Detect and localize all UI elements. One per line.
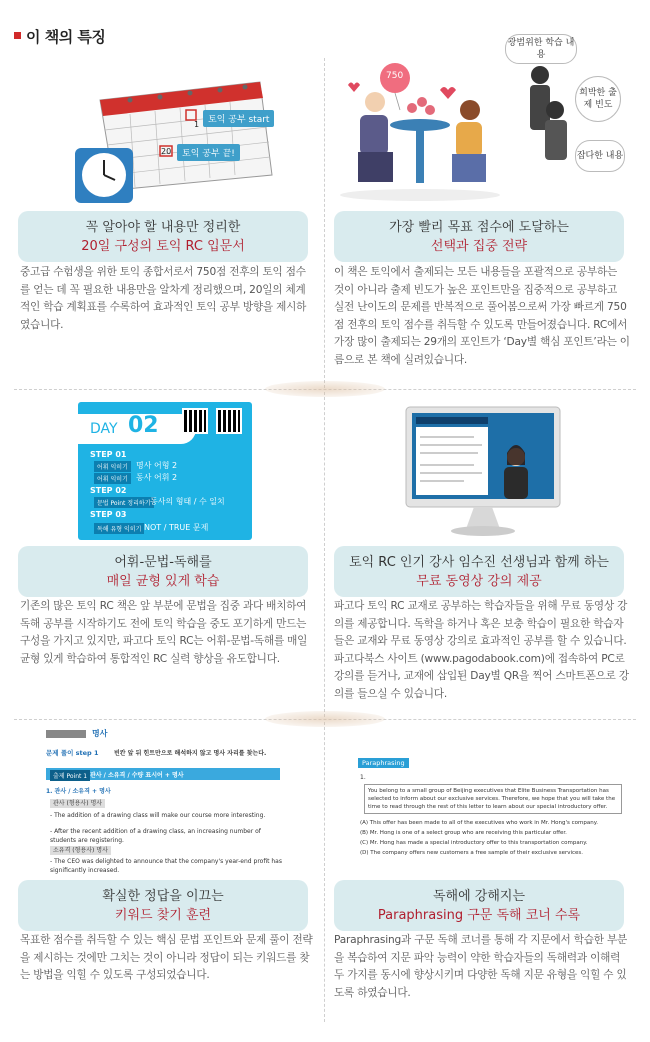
- feature-5-subtitle: 키워드 찾기 훈련: [114, 908, 212, 923]
- point-text: 관사 / 소유격 / 수량 표시어 + 명사: [90, 772, 184, 779]
- step-02-tag: 문법 Point 정리하기: [94, 497, 154, 508]
- calendar-mark-20: 20: [161, 147, 172, 156]
- feature-2-subtitle: 선택과 집중 전략: [430, 239, 528, 254]
- step-01-tag-b: 어휘 익히기: [94, 473, 131, 484]
- feature-2-description: 이 책은 토익에서 출제되는 모든 내용들을 포괄적으로 공부하는 것이 아니라 출제 빈도가 높은 포인트만을 집중적으로 공부하고 실전 난이도의 문제를 반복적으로 풀어봄으로써 가장 빠르게 750점 전후의 토익 점수를 취득할 수 있도록 만들어졌습니다. RC에서 가장 많이 출제되는 29개의 포인트가 ‘Day별 핵심 포인트’라는 이름으로 본 책에 실려있습니다.: [334, 266, 630, 366]
- item-heading: 1. 관사 / 소유격 + 명사: [46, 788, 111, 795]
- feature-3-description: 기존의 많은 토익 RC 책은 앞 부분에 문법을 집중 과다 배치하여 독해 공부를 시작하기도 전에 토익 학습을 중도 포기하게 만드는 구성을 가지고 있지만, 파고다 토익 RC는 어휘-문법-독해를 매일 균형 있게 학습하여 통합적인 RC 실력 향상을 유도합니다.: [20, 600, 308, 665]
- feature-3-pill: [18, 546, 308, 597]
- feature-1-pill: [18, 211, 308, 262]
- feature-3-subtitle: 매일 균형 있게 학습: [106, 574, 220, 589]
- strategy-text: 빈칸 앞 뒤 힌트만으로 해석하지 않고 명사 자리를 찾는다.: [114, 750, 267, 757]
- bubble-miscellaneous-text: 잡다한 내용: [576, 151, 624, 161]
- title-bullet: [14, 32, 21, 39]
- step-03-text: NOT / TRUE 문제: [144, 523, 209, 532]
- feature-1-subtitle: 20일 구성의 토익 RC 입문서: [81, 239, 245, 254]
- callout-start: 토익 공부 start: [203, 110, 274, 127]
- qr-code-2: [216, 408, 242, 434]
- calendar-mark-1: 1: [194, 120, 200, 129]
- study-plan-card: [78, 402, 252, 540]
- paraphrasing-page: [358, 758, 628, 870]
- strategy-label: 문제 풀이 step 1: [46, 749, 99, 757]
- question-number: 1.: [360, 774, 366, 781]
- feature-6-title: 독해에 강해지는: [432, 889, 526, 904]
- bubble-low-frequency: [575, 76, 621, 122]
- sub-heading-1: 관사 (형용사) 명사: [50, 799, 105, 808]
- sub-heading-2: 소유격 (형용사) 명사: [50, 846, 111, 855]
- day-label: DAY: [90, 421, 118, 437]
- feature-4-pill: [334, 546, 624, 597]
- feature-4-title: 토익 RC 인기 강사 임수진 선생님과 함께 하는: [349, 555, 609, 570]
- feature-5-pill: [18, 880, 308, 931]
- feature-2-title: 가장 빨리 목표 점수에 도달하는: [389, 220, 569, 235]
- feature-1-title: 꼭 알아야 할 내용만 정리한: [85, 220, 241, 235]
- step-03-label: STEP 03: [90, 510, 127, 519]
- passage-box: You belong to a small group of Beijing executives that Elite Business Transportation has selected to inform about our exclusive services. Therefore, we hope that you will take the time to read through the rest of this letter to learn about our special introductory offer.: [364, 784, 622, 814]
- point-label: 출제 Point 1: [50, 770, 90, 781]
- page-title: 이 책의 특징: [26, 28, 106, 46]
- feature-5-description: 목표한 점수를 취득할 수 있는 핵심 문법 포인트와 문제 풀이 전략을 제시하는 것에만 그치는 것이 아니라 정답이 되는 키워드를 찾는 방법을 익힐 수 있도록 구성되었습니다.: [20, 934, 313, 981]
- bubble-low-frequency-text: 희박한 출제 빈도: [579, 88, 617, 110]
- step-03-tag: 독해 유형 익히기: [94, 523, 144, 534]
- vertical-divider-2: [324, 392, 325, 717]
- option-c: (C) Mr. Hong has made a special introductory offer to this transportation company.: [360, 840, 588, 846]
- feature-3-title: 어휘-문법-독해를: [114, 555, 212, 570]
- qr-code-1: [182, 408, 208, 434]
- feature-6-pill: [334, 880, 624, 931]
- feature-6-subtitle: Paraphrasing 구문 독해 코너 수록: [377, 908, 581, 923]
- feature-4-subtitle: 무료 동영상 강의 제공: [416, 574, 542, 589]
- keyword-training-page: [42, 728, 292, 874]
- divider-glow-2: [265, 711, 385, 727]
- step-02-label: STEP 02: [90, 486, 127, 495]
- option-d: (D) The company offers new customers a free sample of their exclusive services.: [360, 850, 584, 856]
- video-lecture-monitor: [404, 405, 562, 540]
- divider-glow-1: [265, 381, 385, 397]
- step-01-text-a: 명사 어형 2: [136, 461, 178, 470]
- feature-1-description: 중고급 수험생을 위한 토익 종합서로서 750점 전후의 토익 점수를 얻는 데 꼭 필요한 내용만을 알차게 정리했으며, 20일의 체계적인 학습 계획표를 수록하여 효과적인 토익 공부 방향을 제시하였습니다.: [20, 266, 307, 331]
- example-3: - The CEO was delighted to announce that the company's year-end profit has significantly increased.: [50, 858, 282, 874]
- calendar-illustration: [60, 70, 290, 205]
- page-header-tag: [46, 730, 86, 738]
- bubble-broad-content-text: 광범위한 학습 내용: [507, 38, 575, 60]
- feature-2-pill: [334, 211, 624, 262]
- couple-illustration: [330, 40, 640, 205]
- feature-4-description: 파고다 토익 RC 교재로 공부하는 학습자들을 위해 무료 동영상 강의를 제공합니다. 독학을 하거나 혹은 보충 학습이 필요한 학습자들은 교재와 무료 동영상 강의로 효과적인 공부를 할 수 있습니다. 파고다북스 사이트 (www.pagodabook.com)에 접속하여 PC로 강의를 듣거나, 교재에 삽입된 Day별 QR을 찍어 스마트폰으로 강의를 들으실 수 있습니다.: [334, 600, 629, 700]
- callout-end: 토익 공부 끝!: [177, 144, 240, 161]
- bubble-broad-content: [505, 34, 577, 64]
- example-1: - The addition of a drawing class will make our course more interesting.: [50, 812, 266, 819]
- step-02-text: 동사의 형태 / 수 일치: [150, 497, 225, 506]
- page-header-title: 명사: [92, 729, 108, 738]
- example-2: - After the recent addition of a drawing class, an increasing number of students are registering.: [50, 828, 261, 844]
- step-01-tag-a: 어휘 익히기: [94, 461, 131, 472]
- score-balloon: 750: [386, 71, 404, 81]
- feature-6-description: Paraphrasing과 구문 독해 코너를 통해 각 지문에서 학습한 부분을 복습하여 지문 파악 능력이 약한 학습자들의 독해력과 이해력 두 가지를 동시에 향상시키며 다양한 독해 지문 유형을 익힐 수 있도록 하였습니다.: [334, 934, 628, 999]
- step-01-text-b: 동사 어휘 2: [136, 473, 178, 482]
- step-01-label: STEP 01: [90, 450, 127, 459]
- option-b: (B) Mr. Hong is one of a select group who are receiving this particular offer.: [360, 830, 567, 836]
- day-number: 02: [128, 413, 159, 438]
- vertical-divider-1: [324, 58, 325, 388]
- paraphrasing-tag: Paraphrasing: [358, 758, 409, 768]
- option-a: (A) This offer has been made to all of the executives who work in Mr. Hong's company.: [360, 820, 598, 826]
- bubble-miscellaneous: [575, 140, 625, 172]
- feature-5-title: 확실한 정답을 이끄는: [102, 889, 224, 904]
- vertical-divider-3: [324, 722, 325, 1022]
